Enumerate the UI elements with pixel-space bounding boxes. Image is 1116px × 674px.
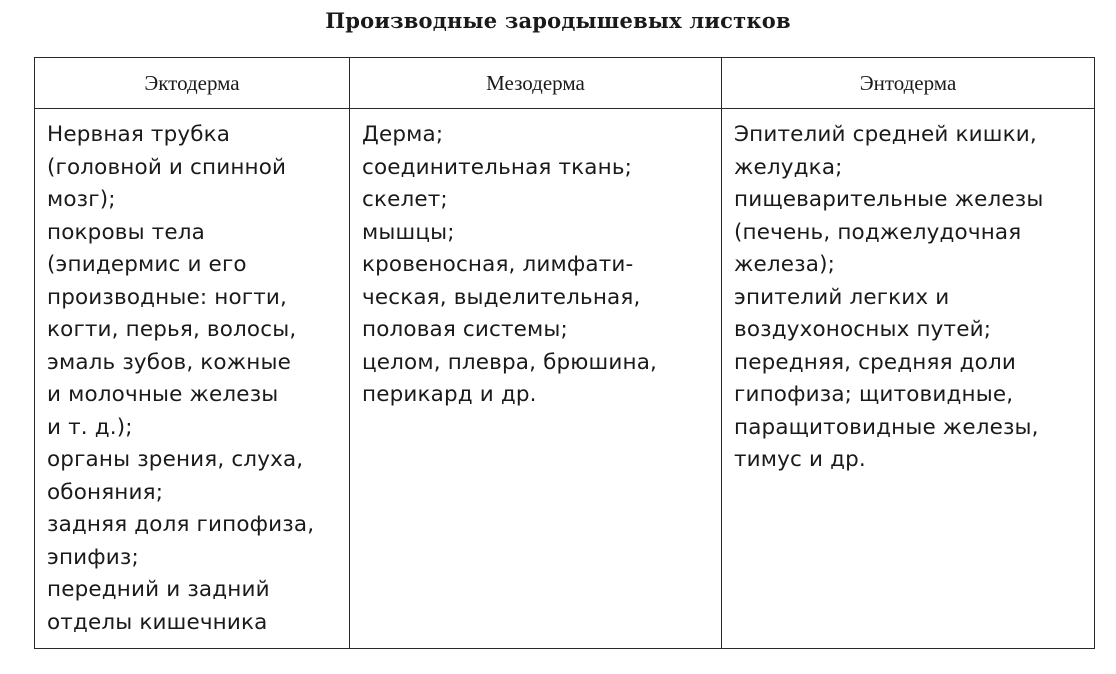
list-item: пищеварительные железы [734,187,1044,212]
list-item: Нервная трубка [47,122,231,147]
list-item: задняя доля гипофиза, [47,512,315,537]
list-item: производные: ногти, [47,284,287,310]
list-item: отделы кишечника [47,609,268,635]
list-item: мозг); [47,187,116,212]
cell-endoderm [722,109,1095,649]
header-ectoderm: Эктодерма [35,58,350,109]
list-item: соединительная ткань; [362,154,633,180]
list-item: передний и задний [47,577,270,602]
header-mesoderm: Мезодерма [350,58,722,109]
list-item: эпифиз; [47,544,139,570]
list-item: скелет; [362,187,448,212]
germ-layer-table [34,57,1095,649]
list-item: кровеносная, лимфати- [362,252,634,277]
list-item: (печень, поджелудочная [734,219,1022,245]
list-item: тимус и др. [734,447,866,472]
list-item: когти, перья, волосы, [47,317,297,342]
list-item: эмаль зубов, кожные [47,349,291,375]
list-item: обоняния; [47,479,164,505]
cell-ectoderm [35,109,350,649]
list-item: перикард и др. [362,382,537,407]
list-item: половая системы; [362,317,568,342]
list-item: (эпидермис и его [47,252,247,277]
list-item: целом, плевра, брюшина, [362,349,658,375]
list-item: и молочные железы [47,382,279,407]
list-item: гипофиза; щитовидные, [734,382,1014,407]
table-row [35,109,1095,649]
ectoderm-list [47,119,341,639]
page-title: Производные зародышевых листков [325,8,791,33]
header-endoderm: Энтодерма [722,58,1095,109]
table-header-row [35,58,1095,109]
list-item: передняя, средняя доли [734,349,1016,375]
list-item: мышцы; [362,219,455,245]
list-item: паращитовидные железы, [734,414,1039,440]
list-item: (головной и спинной [47,154,287,180]
list-item: Эпителий средней кишки, [734,122,1037,147]
list-item: эпителий легких и [734,284,950,310]
list-item: и т. д.); [47,414,133,440]
cell-mesoderm [350,109,722,649]
mesoderm-list [362,119,713,412]
list-item: железа); [734,252,836,277]
endoderm-list [734,119,1086,477]
list-item: покровы тела [47,219,205,245]
list-item: желудка; [734,154,843,180]
list-item: органы зрения, слуха, [47,447,304,472]
list-item: ческая, выделительная, [362,284,641,310]
list-item: Дерма; [362,122,444,147]
list-item: воздухоносных путей; [734,317,992,342]
